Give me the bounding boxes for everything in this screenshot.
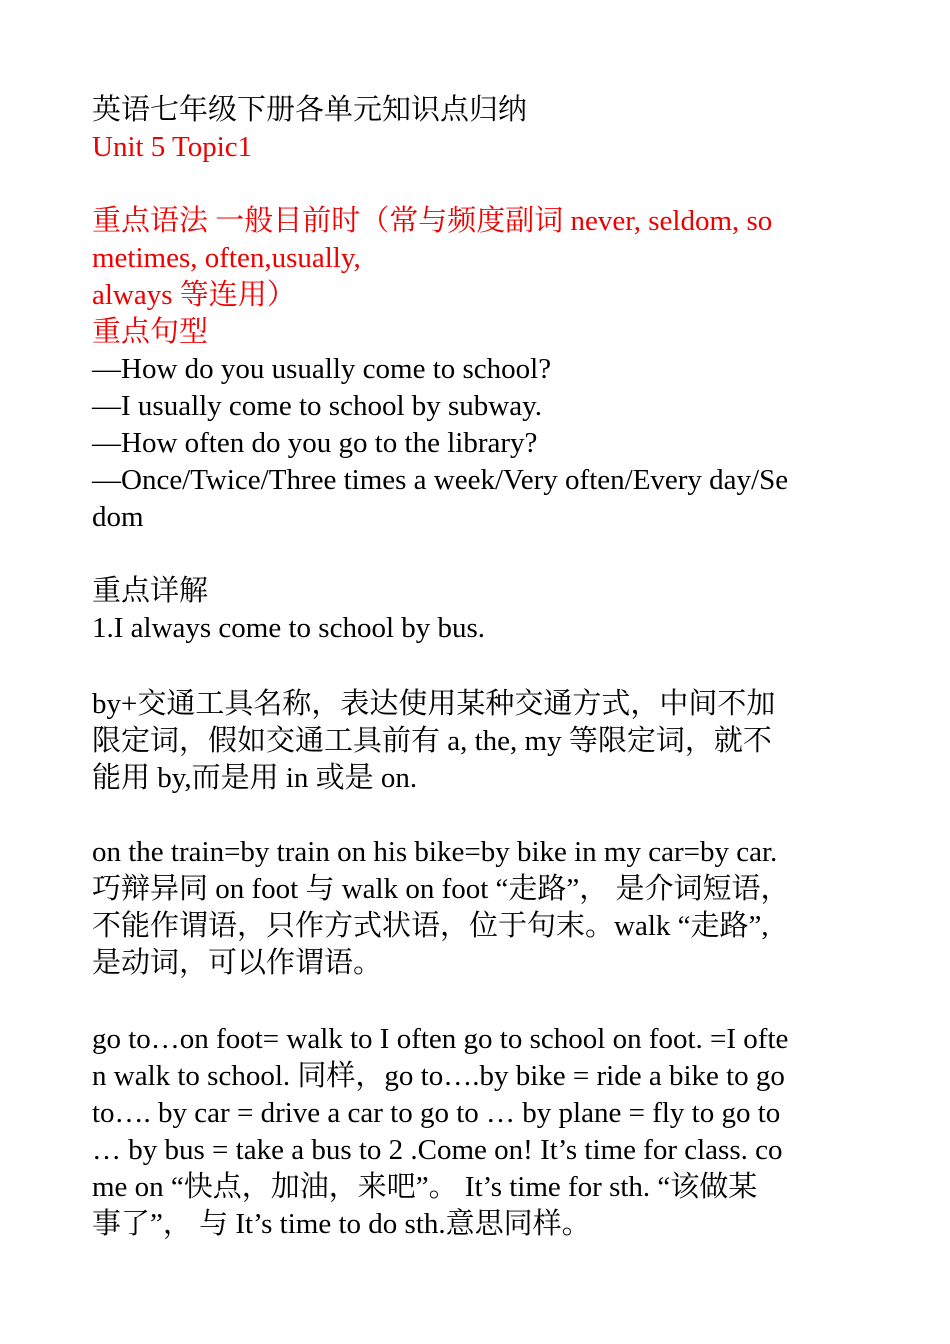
paragraph-go-line: 事了”， 与 It’s time to do sth.意思同样。 bbox=[92, 1208, 591, 1240]
paragraph-go-line: go to…on foot= walk to I often go to school on foot. =I ofte bbox=[92, 1023, 789, 1055]
paragraph-by-line: by+交通工具名称，表达使用某种交通方式，中间不加 bbox=[92, 688, 776, 720]
paragraph-on-line: 不能作谓语，只作方式状语，位于句末。walk “走路”, bbox=[92, 910, 769, 942]
grammar-line: always 等连用） bbox=[92, 279, 296, 311]
spacer bbox=[92, 166, 862, 203]
patterns-heading: 重点句型 bbox=[92, 316, 209, 348]
paragraph-go-line: to…. by car = drive a car to go to … by plane = fly to go to bbox=[92, 1097, 781, 1129]
spacer bbox=[92, 647, 862, 684]
spacer bbox=[92, 982, 862, 1019]
pattern-line: —Once/Twice/Three times a week/Very often/Every day/Se bbox=[92, 464, 789, 496]
paragraph-on-line: on the train=by train on his bike=by bike in my car=by car. bbox=[92, 836, 778, 868]
document-title: 英语七年级下册各单元知识点归纳 bbox=[92, 94, 528, 126]
document-page bbox=[92, 92, 862, 1243]
details-heading: 重点详解 bbox=[92, 575, 209, 607]
paragraph-by-line: 限定词，假如交通工具前有 a, the, my 等限定词，就不 bbox=[92, 725, 772, 757]
pattern-line: dom bbox=[92, 501, 144, 533]
paragraph-go-line: n walk to school. 同样，go to….by bike = ride a bike to go bbox=[92, 1060, 785, 1092]
grammar-line: metimes, often,usually, bbox=[92, 242, 361, 274]
paragraph-on-line: 是动词，可以作谓语。 bbox=[92, 947, 383, 979]
detail-sentence: 1.I always come to school by bus. bbox=[92, 612, 486, 644]
unit-heading: Unit 5 Topic1 bbox=[92, 131, 253, 163]
paragraph-go-line: … by bus = take a bus to 2 .Come on! It’s time for class. co bbox=[92, 1134, 783, 1166]
pattern-line: —How do you usually come to school? bbox=[92, 353, 552, 385]
paragraph-go-line: me on “快点，加油，来吧”。 It’s time for sth. “该做某 bbox=[92, 1171, 758, 1203]
spacer bbox=[92, 797, 862, 834]
pattern-line: —How often do you go to the library? bbox=[92, 427, 538, 459]
pattern-line: —I usually come to school by subway. bbox=[92, 390, 542, 422]
spacer bbox=[92, 536, 862, 573]
paragraph-on-line: 巧辩异同 on foot 与 walk on foot “走路”， 是介词短语， bbox=[92, 873, 790, 905]
grammar-line: 重点语法 一般目前时（常与频度副词 never, seldom, so bbox=[92, 205, 773, 237]
paragraph-by-line: 能用 by,而是用 in 或是 on. bbox=[92, 762, 418, 794]
